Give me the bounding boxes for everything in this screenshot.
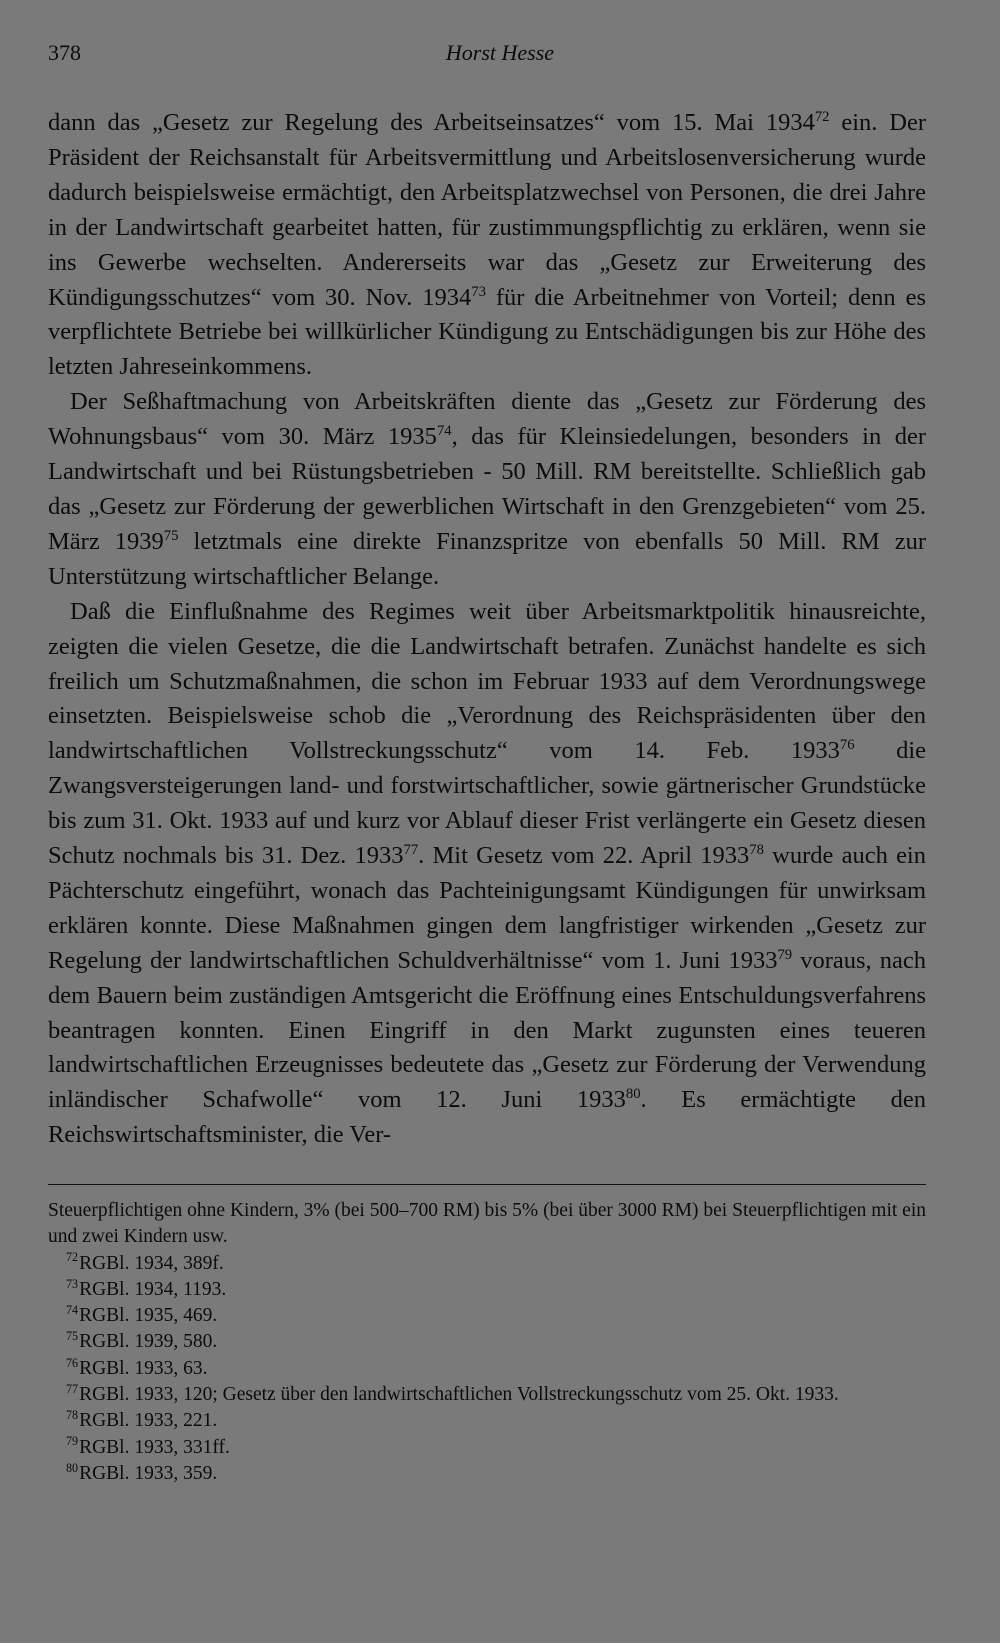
footnote — [48, 1435, 926, 1461]
text-run: für die Arbeitnehmer von Vorteil; denn es verpflichtete Betriebe bei willkürlicher Kündigung zu Entschädigungen bis zur Höhe des letzten Jahreseinkommens. — [48, 283, 926, 381]
text-run: wurde auch ein Pächterschutz eingeführt, wonach das Pachteinigungsamt Kündigungen für unwirksam erklären konnte. Diese Maßnahmen gingen dem langfristiger wirkenden „Gesetz zur Regelung der landwirtschaftlichen Schuldverhältnisse“ vom 1. Juni 1933 — [48, 842, 926, 974]
footnote-marker: 75 — [163, 528, 179, 545]
footnote-continuation: Steuerpflichtigen ohne Kindern, 3% (bei 500–700 RM) bis 5% (bei über 3000 RM) bei Steuerpflichtigen mit ein und zwei Kindern usw. — [48, 1200, 926, 1248]
footnote-text: RGBl. 1933, 359. — [79, 1462, 218, 1484]
footnote — [48, 1303, 926, 1329]
footnotes — [48, 1198, 926, 1487]
footnote-marker: 72 — [814, 109, 830, 126]
footnote-marker: 80 — [625, 1086, 641, 1103]
paragraph — [48, 385, 926, 594]
running-head: Horst Hesse — [445, 40, 555, 65]
footnote — [48, 1408, 926, 1434]
footnote-text: RGBl. 1933, 120; Gesetz über den landwirtschaftlichen Vollstreckungsschutz vom 25. Okt. 1933. — [79, 1384, 839, 1406]
footnote-marker: 77 — [403, 842, 419, 859]
footnote-text: RGBl. 1933, 63. — [79, 1357, 208, 1379]
footnote-number: 79 — [66, 1434, 79, 1449]
paragraph — [48, 595, 926, 1154]
text-run: , das für Kleinsiedelungen, besonders in der Landwirtschaft und bei Rüstungsbetrieben - 50 Mill. RM bereitstellte. Schließlich gab das „Gesetz zur Förderung der gewerblichen Wirtschaft in den Grenzgebieten“ vom 25. März 1939 — [48, 423, 926, 555]
footnote-number: 80 — [66, 1460, 79, 1475]
footnote-number: 77 — [66, 1381, 79, 1396]
footnote — [48, 1382, 926, 1408]
footnote-marker: 76 — [839, 737, 855, 754]
footnote-text: RGBl. 1933, 331ff. — [79, 1436, 230, 1458]
footnote-marker: 78 — [749, 842, 764, 859]
text-run: Daß die Einflußnahme des Regimes weit über Arbeitsmarktpolitik hinausreichte, zeigten die vielen Gesetze, die die Landwirtschaft betrafen. Zunächst handelte es sich freilich um Schutzmaßnahmen, die schon im Februar 1933 auf dem Verordnungswege einsetzten. Beispielsweise schob die „Verordnung des Reichspräsidenten über den landwirtschaftlichen Vollstreckungsschutz“ vom 14. Feb. 1933 — [48, 597, 926, 765]
footnote-rule — [48, 1184, 926, 1185]
footnote-text: RGBl. 1935, 469. — [79, 1305, 218, 1327]
footnote-number: 74 — [66, 1302, 79, 1317]
text-run: letztmals eine direkte Finanzspritze von ebenfalls 50 Mill. RM zur Unterstützung wirtschaftlicher Belange. — [48, 527, 926, 590]
text-run: voraus, nach dem Bauern beim zuständigen Amtsgericht die Eröffnung eines Entschuldungsverfahrens beantragen konnten. Einen Eingriff in den Markt zugunsten eines teueren landwirtschaftlichen Erzeugnisses bedeutete das „Gesetz zur Förderung der Verwendung inländischer Schafwolle“ vom 12. Juni 1933 — [48, 946, 926, 1114]
page-number: 378 — [48, 40, 81, 65]
text-run: Der Seßhaftmachung von Arbeitskräften diente das „Gesetz zur Förderung des Wohnungsbaus“ vom 30. März 1935 — [48, 388, 926, 451]
footnote-number: 76 — [66, 1355, 79, 1370]
footnote-text: RGBl. 1939, 580. — [79, 1331, 218, 1353]
text-run: . Es ermächtigte den Reichswirtschaftsminister, die Ver- — [48, 1086, 926, 1149]
footnote-number: 75 — [66, 1329, 79, 1344]
text-run: ein. Der Präsident der Reichsanstalt für Arbeitsvermittlung und Arbeitslosenversicherung wurde dadurch beispielsweise ermächtigt, den Arbeitsplatzwechsel von Personen, die drei Jahre in der Landwirtschaft gearbeitet hatten, für zustimmungspflichtig zu erklären, wenn sie ins Gewerbe wechselten. Andererseits war das „Gesetz zur Erweiterung des Kündigungsschutzes“ vom 30. Nov. 1934 — [48, 109, 926, 311]
text-run: dann das „Gesetz zur Regelung des Arbeitseinsatzes“ vom 15. Mai 1934 — [48, 109, 815, 136]
footnote-number: 72 — [66, 1250, 79, 1265]
body-text — [48, 106, 926, 1153]
footnote-text: RGBl. 1933, 221. — [79, 1410, 218, 1432]
footnote-marker: 79 — [777, 946, 793, 963]
footnote — [48, 1277, 926, 1303]
footnote-marker: 74 — [436, 423, 452, 440]
text-run: . Mit Gesetz vom 22. April 1933 — [418, 842, 750, 870]
footnote — [48, 1461, 926, 1487]
footnote-marker: 73 — [471, 283, 486, 300]
text-run: die Zwangsversteigerungen land- und forstwirtschaftlicher, sowie gärtnerischer Grundstücke bis zum 31. Okt. 1933 auf und kurz vor Ablauf dieser Frist verlängerte ein Gesetz diesen Schutz nochmals bis 31. Dez. 1933 — [48, 737, 926, 870]
footnote — [48, 1251, 926, 1277]
footnote-list — [48, 1251, 926, 1488]
footnote-number: 73 — [66, 1276, 79, 1291]
paragraph — [48, 106, 926, 385]
footnote-number: 78 — [66, 1408, 79, 1423]
footnote-text: RGBl. 1934, 1193. — [79, 1278, 227, 1300]
footnote-text: RGBl. 1934, 389f. — [79, 1252, 224, 1274]
footnote — [48, 1329, 926, 1355]
footnote — [48, 1356, 926, 1382]
page-header — [48, 40, 952, 74]
